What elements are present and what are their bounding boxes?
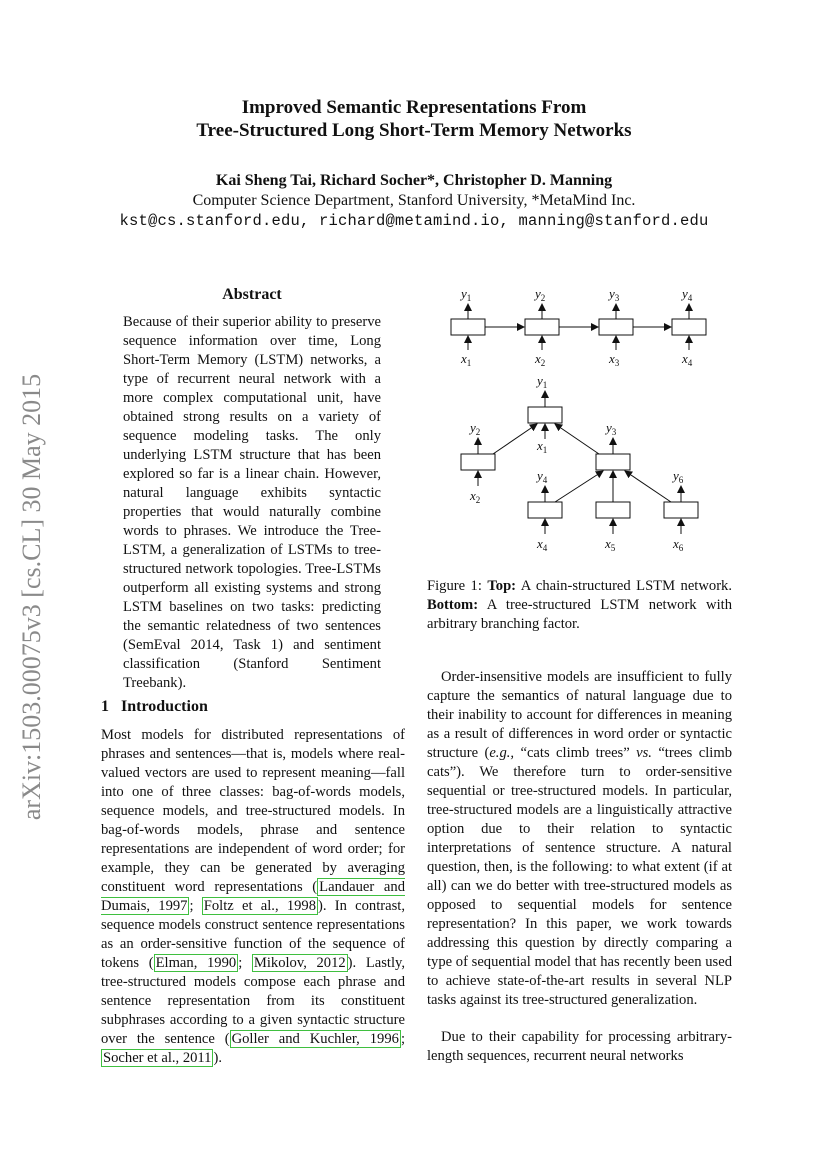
intro-text-c: ). Lastly, tree-structured models compose each phrase and sentence representation from its constituent subphrases according to a given syntactic structure over the sentence ( xyxy=(101,955,405,1047)
body-eg: e.g., xyxy=(489,745,515,761)
author-list: Kai Sheng Tai, Richard Socher*, Christopher D. Manning xyxy=(215,172,613,189)
abstract-text: Because of their superior ability to preserve sequence information over time, Long Short-Term Memory (LSTM) networks, a type of recurrent neural network with a more complex computational unit, have obtained strong results on a variety of sequence modeling tasks. The only underlying LSTM structure that has been explored so far is a linear chain. However, natural language exhibits syntactic properties that would naturally combine words to phrases. We introduce the Tree-LSTM, a generalization of LSTMs to tree-structured network topologies. Tree-LSTMs outperform all existing systems and strong LSTM baselines on two tasks: predicting the semantic relatedness of two sentences (SemEval 2014, Task 1) and sentiment classification (Stanford Sentiment Treebank). xyxy=(123,314,381,691)
caption-bottom-label: Bottom: xyxy=(427,597,479,613)
lstm-diagram-svg xyxy=(427,280,737,570)
intro-paragraph xyxy=(101,726,405,1068)
section-heading xyxy=(101,698,208,716)
tree-leaf-unit xyxy=(528,502,562,518)
tree-leaf-unit xyxy=(664,502,698,518)
abstract-heading: Abstract xyxy=(222,286,282,303)
tree-x4-label: $x_4$ xyxy=(537,536,548,553)
chain-y3-label: $y_3$ xyxy=(609,286,620,303)
intro-text-a: Most models for distributed representations of phrases and sentences—that is, models where real-valued vectors are used to represent meaning—fall into one of three classes: bag-of-words models, sequence models, and tree-structured models. In bag-of-words models, phrase and sentence representations are independent of word order; for example, they can be generated by averaging constituent word representations ( xyxy=(101,727,405,895)
tree-edge-arrow xyxy=(493,424,537,454)
affiliation: Computer Science Department, Stanford University, *MetaMind Inc. xyxy=(192,192,636,209)
body-text-c: “trees climb cats”). We therefore turn to order-sensitive sequential or tree-structured models. In particular, tree-structured models are a linguistically attractive option due to their relation to syntactic interpretations of sentence structure. A natural question, then, is the following: to what extent (if at all) can we do better with tree-structured models as opposed to sequential models for sentence representation? In this paper, we work towards addressing this question by directly comparing a type of sequential model that has recently been used to achieve state-of-the-art results in several NLP tasks against its tree-structured generalization. xyxy=(427,745,732,1008)
chain-x1-label: $x_1$ xyxy=(461,351,472,368)
paper-title xyxy=(0,96,828,142)
citation-link[interactable]: Elman, 1990 xyxy=(155,955,237,971)
chain-lstm-unit xyxy=(599,319,633,335)
tree-edge-arrow xyxy=(625,471,671,502)
tree-y2-label: $y_2$ xyxy=(470,420,481,437)
intro-text-d: ). xyxy=(213,1050,222,1066)
title-line-1: Improved Semantic Representations From xyxy=(241,97,587,118)
citation-link[interactable]: Goller and Kuchler, 1996 xyxy=(231,1031,399,1047)
chain-y2-label: $y_2$ xyxy=(535,286,546,303)
citation-sep: ; xyxy=(189,898,202,914)
caption-bottom-text: A tree-structured LSTM network with arbitrary branching factor. xyxy=(427,597,732,632)
chain-lstm xyxy=(451,286,706,368)
tree-edge-arrow xyxy=(555,471,603,502)
citation-sep: ; xyxy=(238,955,252,971)
tree-y6-label: $y_6$ xyxy=(673,468,684,485)
title-line-2: Tree-Structured Long Short-Term Memory Networks xyxy=(196,120,632,141)
tree-x6-label: $x_6$ xyxy=(673,536,684,553)
body-text-a: Order-insensitive models are insufficient to fully capture the semantics of natural language due to their inability to account for differences in meaning as a result of differences in word order or syntactic structure ( xyxy=(427,669,732,761)
figure-1-diagram xyxy=(427,280,737,570)
citation-link[interactable]: Landauer and Dumais, 1997 xyxy=(101,879,405,914)
tree-internal-unit xyxy=(596,454,630,470)
section-number: 1 xyxy=(101,698,109,715)
caption-top-text: A chain-structured LSTM network. xyxy=(516,578,732,594)
author-emails: kst@cs.stanford.edu, richard@metamind.io, manning@stanford.edu xyxy=(119,212,709,230)
body-vs: vs. xyxy=(636,745,652,761)
tree-y3-label: $y_3$ xyxy=(606,420,617,437)
tree-lstm xyxy=(461,373,698,553)
tree-root-unit xyxy=(528,407,562,423)
chain-x3-label: $x_3$ xyxy=(609,351,620,368)
body-text-b: “cats climb trees” xyxy=(514,745,637,761)
chain-lstm-unit xyxy=(672,319,706,335)
body-paragraph-2: Due to their capability for processing arbitrary-length sequences, recurrent neural networks xyxy=(427,1029,732,1064)
tree-x2-label: $x_2$ xyxy=(470,488,481,505)
figure-1-caption xyxy=(427,577,732,634)
chain-x4-label: $x_4$ xyxy=(682,351,693,368)
intro-text-b: ). In contrast, sequence models construct sentence representations as an order-sensitive function of the sequence of tokens ( xyxy=(101,898,405,971)
tree-x1-label: $x_1$ xyxy=(537,438,548,455)
citation-sep: ; xyxy=(400,1031,405,1047)
arxiv-stamp-text: arXiv:1503.00075v3 [cs.CL] 30 May 2015 xyxy=(17,373,46,821)
body-paragraph xyxy=(427,668,732,1010)
arxiv-stamp xyxy=(12,342,52,852)
citation-link[interactable]: Mikolov, 2012 xyxy=(253,955,346,971)
tree-leaf-unit xyxy=(461,454,495,470)
chain-y1-label: $y_1$ xyxy=(461,286,472,303)
caption-label: Figure 1: xyxy=(427,578,482,594)
chain-x2-label: $x_2$ xyxy=(535,351,546,368)
citation-link[interactable]: Foltz et al., 1998 xyxy=(203,898,317,914)
tree-y1-label: $y_1$ xyxy=(537,373,548,390)
citation-link[interactable]: Socher et al., 2011 xyxy=(103,1050,212,1066)
tree-leaf-unit xyxy=(596,502,630,518)
tree-y4-label: $y_4$ xyxy=(537,468,548,485)
tree-x5-label: $x_5$ xyxy=(605,536,616,553)
chain-lstm-unit xyxy=(451,319,485,335)
chain-lstm-unit xyxy=(525,319,559,335)
section-title: Introduction xyxy=(121,698,208,715)
chain-y4-label: $y_4$ xyxy=(682,286,693,303)
caption-top-label: Top: xyxy=(487,578,517,594)
tree-edge-arrow xyxy=(555,424,599,454)
